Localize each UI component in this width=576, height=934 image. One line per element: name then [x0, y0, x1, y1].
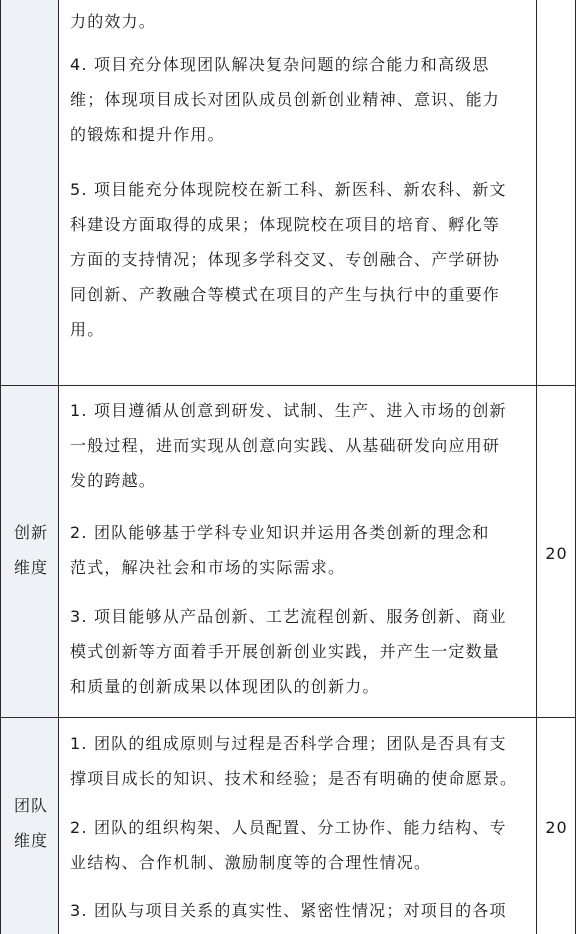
criterion-line: 同创新、产教融合等模式在项目的产生与执行中的重要作: [70, 285, 501, 304]
criterion-line: 发的跨越。: [70, 471, 157, 490]
criterion-line: 2. 团队能够基于学科专业知识并运用各类创新的理念和: [70, 523, 490, 542]
row-divider-1: [0, 385, 576, 386]
criterion-paragraph: [70, 599, 530, 704]
dimension-label-team: [6, 788, 56, 858]
criterion-line: 业结构、合作机制、激励制度等的合理性情况。: [70, 853, 432, 872]
dimension-label-line: 团队: [13, 796, 48, 815]
criterion-paragraph: [70, 172, 530, 347]
criterion-line: 范式，解决社会和市场的实际需求。: [70, 558, 346, 577]
criterion-paragraph: [70, 893, 530, 928]
criterion-line: 3. 项目能够从产品创新、工艺流程创新、服务创新、商业: [70, 607, 507, 626]
score-innovation: 20: [545, 544, 568, 563]
table-divider-score: [536, 0, 537, 934]
score-team: 20: [545, 818, 568, 837]
criterion-line: 3. 团队与项目关系的真实性、紧密性情况；对项目的各项: [70, 901, 507, 920]
table-border-left: [0, 0, 1, 934]
criterion-line: 力的效力。: [70, 12, 157, 31]
criterion-line: 方面的支持情况；体现多学科交叉、专创融合、产学研协: [70, 250, 501, 269]
criterion-line: 科建设方面取得的成果；体现院校在项目的培育、孵化等: [70, 215, 501, 234]
criterion-line: 1. 项目遵循从创意到研发、试制、生产、进入市场的创新: [70, 401, 507, 420]
dimension-label-line: 维度: [13, 831, 48, 850]
criterion-line: 模式创新等方面着手开展创新创业实践，并产生一定数量: [70, 642, 501, 661]
dimension-label-innovation: [6, 515, 56, 585]
row-divider-2: [0, 717, 576, 718]
criterion-line: 1. 团队的组成原则与过程是否科学合理；团队是否具有支: [70, 734, 507, 753]
criterion-line: 撑项目成长的知识、技术和经验；是否有明确的使命愿景。: [70, 769, 518, 788]
criterion-paragraph: [70, 515, 530, 585]
dimension-label-line: 创新: [13, 523, 48, 542]
table-divider-label: [58, 0, 59, 934]
criterion-paragraph: [70, 810, 530, 880]
criterion-line: 4. 项目充分体现团队解决复杂问题的综合能力和高级思: [70, 55, 490, 74]
criterion-line: 的锻炼和提升作用。: [70, 125, 225, 144]
criterion-line: 5. 项目能充分体现院校在新工科、新医科、新农科、新文: [70, 180, 507, 199]
criterion-line: 维；体现项目成长对团队成员创新创业精神、意识、能力: [70, 90, 501, 109]
criterion-line: 和质量的创新成果以体现团队的创新力。: [70, 677, 380, 696]
criterion-paragraph: [70, 726, 530, 796]
dimension-label-line: 维度: [13, 558, 48, 577]
criterion-paragraph: [70, 4, 530, 39]
criterion-paragraph: [70, 393, 530, 498]
criterion-line: 用。: [70, 320, 105, 339]
criterion-line: 一般过程，进而实现从创意向实践、从基础研发向应用研: [70, 436, 501, 455]
criterion-paragraph: [70, 47, 530, 152]
criterion-line: 2. 团队的组织构架、人员配置、分工协作、能力结构、专: [70, 818, 507, 837]
